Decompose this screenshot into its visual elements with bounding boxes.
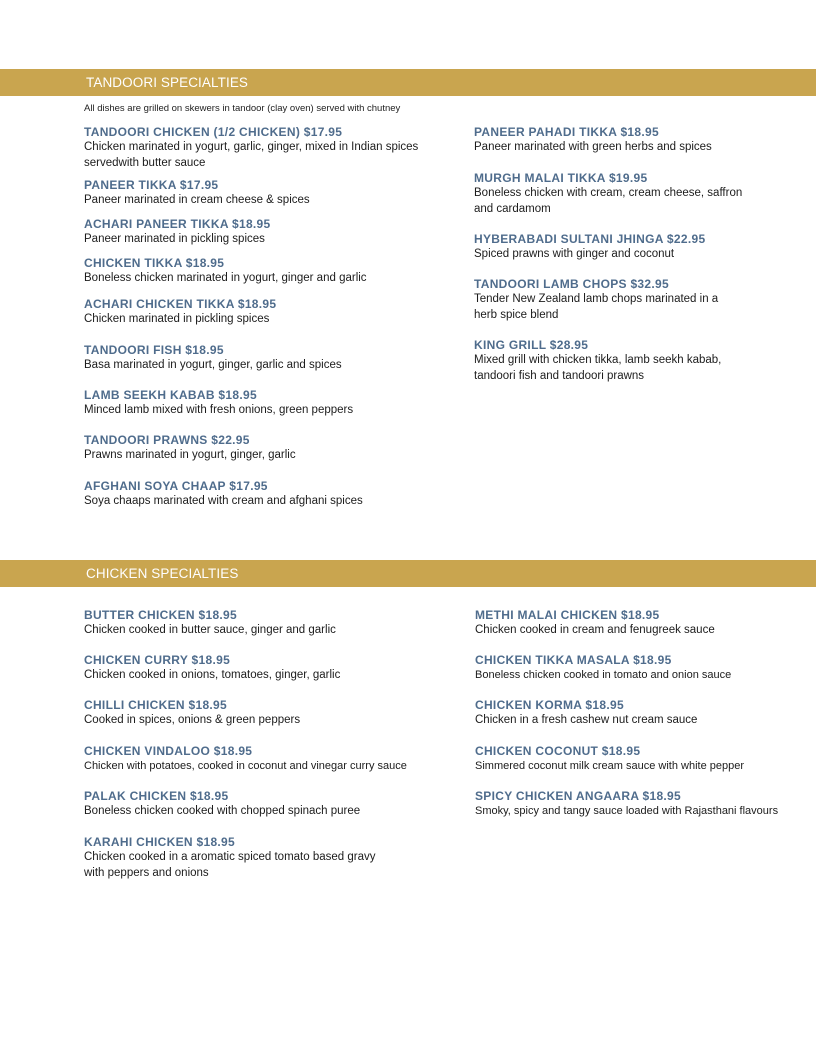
item-description: Tender New Zealand lamb chops marinated in a herb spice blend — [474, 293, 719, 321]
item-description: Spiced prawns with ginger and coconut — [474, 248, 675, 260]
item-description: Paneer marinated in pickling spices — [84, 233, 265, 245]
item-title: ACHARI PANEER TIKKA $18.95 — [84, 217, 271, 231]
menu-item — [84, 789, 429, 820]
item-description: Chicken cooked in butter sauce, ginger and garlic — [84, 624, 336, 636]
item-description: Chicken cooked in onions, tomatoes, ginger, garlic — [84, 669, 341, 681]
item-description: Boneless chicken cooked with chopped spinach puree — [84, 805, 361, 817]
menu-item — [474, 277, 739, 323]
item-title: SPICY CHICKEN ANGAARA $18.95 — [475, 789, 682, 803]
menu-item — [475, 653, 816, 684]
item-description: Boneless chicken cooked in tomato and onion sauce — [475, 669, 732, 681]
item-title: METHI MALAI CHICKEN $18.95 — [475, 608, 660, 622]
item-title: BUTTER CHICKEN $18.95 — [84, 608, 238, 622]
menu-item — [84, 125, 429, 171]
item-description: Prawns marinated in yogurt, ginger, garlic — [84, 449, 296, 461]
section-title: CHICKEN SPECIALTIES — [86, 566, 239, 581]
item-title: KING GRILL $28.95 — [474, 338, 589, 352]
item-description: Boneless chicken with cream, cream cheese, saffron and cardamom — [474, 187, 743, 215]
item-description: Boneless chicken marinated in yogurt, ginger and garlic — [84, 272, 367, 284]
menu-item — [474, 232, 816, 263]
item-title: PANEER PAHADI TIKKA $18.95 — [474, 125, 659, 139]
item-title: CHICKEN COCONUT $18.95 — [475, 744, 641, 758]
item-title: CHICKEN TIKKA MASALA $18.95 — [475, 653, 672, 667]
menu-item — [84, 653, 429, 684]
menu-item — [84, 835, 384, 881]
menu-item — [84, 744, 444, 775]
item-description: Chicken with potatoes, cooked in coconut and vinegar curry sauce — [84, 760, 407, 772]
item-title: TANDOORI PRAWNS $22.95 — [84, 433, 250, 447]
item-title: KARAHI CHICKEN $18.95 — [84, 835, 236, 849]
menu-item — [84, 217, 429, 248]
item-title: CHICKEN TIKKA $18.95 — [84, 256, 225, 270]
item-title: CHILLI CHICKEN $18.95 — [84, 698, 227, 712]
menu-item — [474, 338, 739, 384]
item-title: ACHARI CHICKEN TIKKA $18.95 — [84, 297, 277, 311]
menu-item — [84, 608, 429, 639]
item-description: Simmered coconut milk cream sauce with white pepper — [475, 760, 745, 772]
item-title: PANEER TIKKA $17.95 — [84, 178, 219, 192]
item-title: AFGHANI SOYA CHAAP $17.95 — [84, 479, 268, 493]
item-title: HYBERABADI SULTANI JHINGA $22.95 — [474, 232, 706, 246]
menu-item — [84, 698, 429, 729]
menu-item — [475, 789, 805, 820]
item-description: Cooked in spices, onions & green peppers — [84, 714, 301, 726]
section-header-tandoori — [0, 69, 816, 96]
item-description: Paneer marinated in cream cheese & spices — [84, 194, 310, 206]
item-description: Basa marinated in yogurt, ginger, garlic and spices — [84, 359, 342, 371]
item-description: Chicken cooked in cream and fenugreek sauce — [475, 624, 715, 636]
menu-item — [475, 698, 816, 729]
menu-item — [84, 343, 429, 374]
item-title: CHICKEN VINDALOO $18.95 — [84, 744, 253, 758]
item-title: TANDOORI LAMB CHOPS $32.95 — [474, 277, 669, 291]
item-title: TANDOORI CHICKEN (1/2 CHICKEN) $17.95 — [84, 125, 343, 139]
item-title: LAMB SEEKH KABAB $18.95 — [84, 388, 257, 402]
menu-item — [84, 388, 429, 419]
item-description: Smoky, spicy and tangy sauce loaded with Rajasthani flavours — [475, 805, 779, 817]
item-description: Minced lamb mixed with fresh onions, green peppers — [84, 404, 354, 416]
item-title: PALAK CHICKEN $18.95 — [84, 789, 229, 803]
menu-item — [84, 433, 429, 464]
menu-item — [84, 178, 429, 209]
menu-item — [84, 479, 429, 510]
item-description: Mixed grill with chicken tikka, lamb seekh kabab, tandoori fish and tandoori prawns — [474, 354, 722, 382]
menu-item — [84, 256, 429, 287]
item-title: MURGH MALAI TIKKA $19.95 — [474, 171, 648, 185]
menu-item — [84, 297, 429, 328]
item-description: Chicken cooked in a aromatic spiced tomato based gravy with peppers and onions — [84, 851, 376, 879]
menu-item — [474, 125, 816, 156]
item-description: Chicken marinated in pickling spices — [84, 313, 270, 325]
item-description: Chicken in a fresh cashew nut cream sauce — [475, 714, 698, 726]
section-title: TANDOORI SPECIALTIES — [86, 75, 249, 90]
item-title: CHICKEN CURRY $18.95 — [84, 653, 231, 667]
menu-item — [474, 171, 749, 217]
menu-item — [475, 744, 816, 775]
item-title: CHICKEN KORMA $18.95 — [475, 698, 624, 712]
menu-item — [475, 608, 816, 639]
item-description: Soya chaaps marinated with cream and afghani spices — [84, 495, 363, 507]
section-header-chicken — [0, 560, 816, 587]
item-description: Paneer marinated with green herbs and spices — [474, 141, 712, 153]
section-intro: All dishes are grilled on skewers in tandoor (clay oven) served with chutney — [84, 103, 401, 114]
item-title: TANDOORI FISH $18.95 — [84, 343, 224, 357]
item-description: Chicken marinated in yogurt, garlic, ginger, mixed in Indian spices servedwith butter sauce — [84, 141, 419, 169]
